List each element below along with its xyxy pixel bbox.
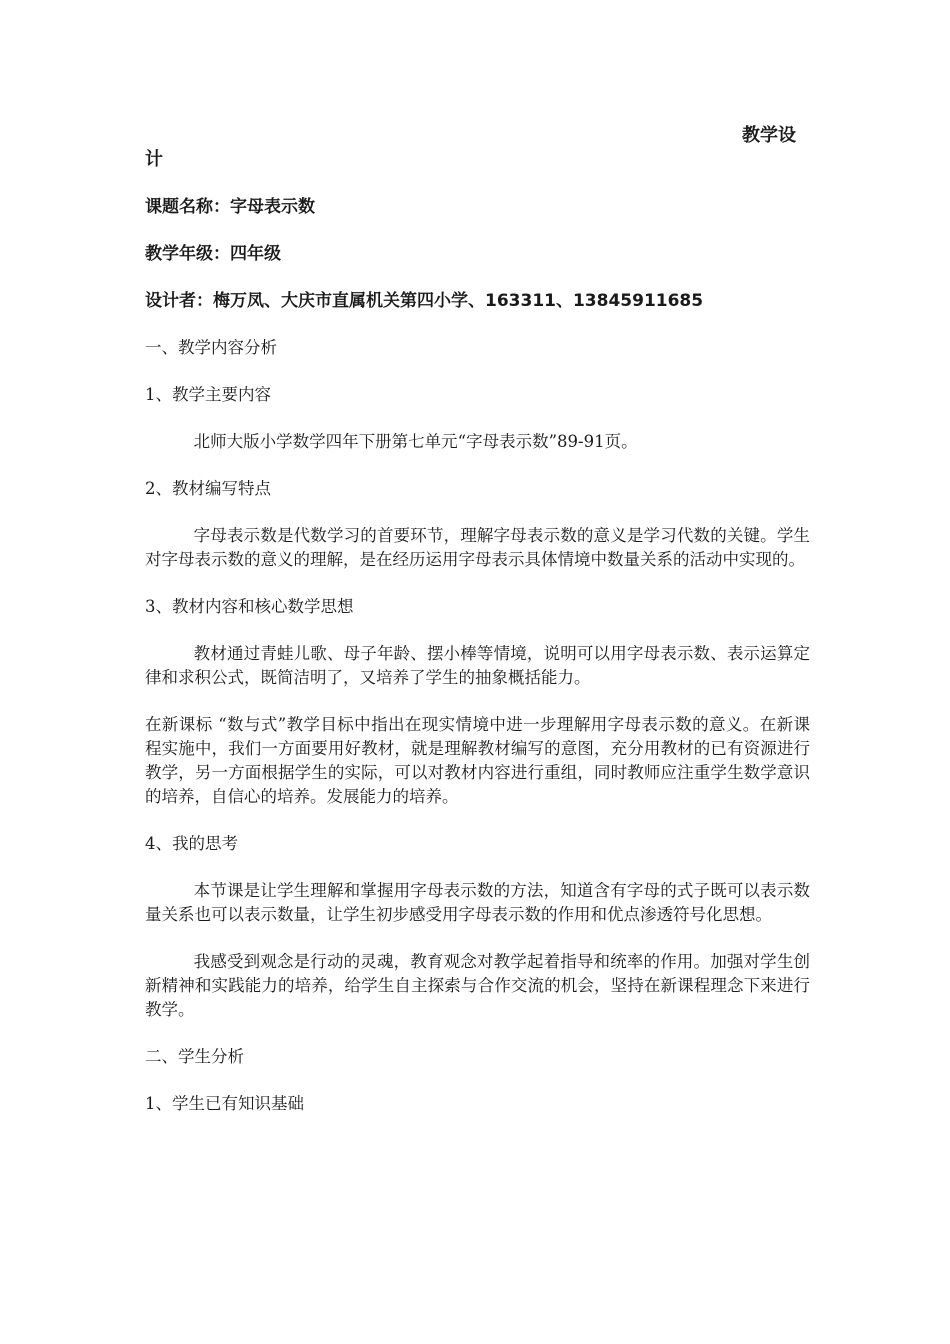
paragraph: 我感受到观念是行动的灵魂，教育观念对教学起着指导和统率的作用。加强对学生创新精神和实践能力的培养，给学生自主探索与合作交流的机会，坚持在新课程理念下来进行教学。 bbox=[145, 952, 810, 1019]
paragraph: 本节课是让学生理解和掌握用字母表示数的方法，知道含有字母的式子既可以表示数量关系也可以表示数量，让学生初步感受用字母表示数的作用和优点渗透符号化思想。 bbox=[145, 881, 810, 924]
subsection-heading: 1、学生已有知识基础 bbox=[145, 1094, 304, 1113]
paragraph: 北师大版小学数学四年下册第七单元“字母表示数”89-91页。 bbox=[193, 432, 638, 451]
paragraph: 字母表示数是代数学习的首要环节，理解字母表示数的意义是学习代数的关键。学生对字母表示数的意义的理解，是在经历运用字母表示具体情境中数量关系的活动中实现的。 bbox=[145, 526, 810, 569]
section-heading: 二、学生分析 bbox=[145, 1047, 244, 1066]
section-heading: 一、教学内容分析 bbox=[145, 338, 277, 357]
paragraph: 在新课标 “数与式”教学目标中指出在现实情境中进一步理解用字母表示数的意义。在新课程实施中，我们一方面要用好教材，就是理解教材编写的意图，充分用教材的已有资源进行教学，另一方面根据学生的实际，可以对教材内容进行重组，同时教师应注重学生数学意识的培养，自信心的培养。发展能力的培养。 bbox=[145, 715, 810, 806]
title-part2: 计 bbox=[145, 149, 163, 170]
paragraph: 教材通过青蛙儿歌、母子年龄、摆小棒等情境，说明可以用字母表示数、表示运算定律和求积公式，既简洁明了，又培养了学生的抽象概括能力。 bbox=[145, 644, 810, 687]
meta-grade: 教学年级：四年级 bbox=[145, 244, 281, 264]
document-title bbox=[145, 124, 810, 172]
meta-designer: 设计者：梅万凤、大庆市直属机关第四小学、163311、13845911685 bbox=[145, 291, 704, 311]
subsection-heading: 3、教材内容和核心数学思想 bbox=[145, 597, 354, 616]
meta-lesson-name: 课题名称：字母表示数 bbox=[145, 197, 315, 217]
document-page bbox=[145, 124, 810, 1116]
subsection-heading: 2、教材编写特点 bbox=[145, 479, 271, 498]
subsection-heading: 4、我的思考 bbox=[145, 834, 238, 853]
subsection-heading: 1、教学主要内容 bbox=[145, 385, 271, 404]
title-part1: 教学设 bbox=[742, 125, 796, 146]
